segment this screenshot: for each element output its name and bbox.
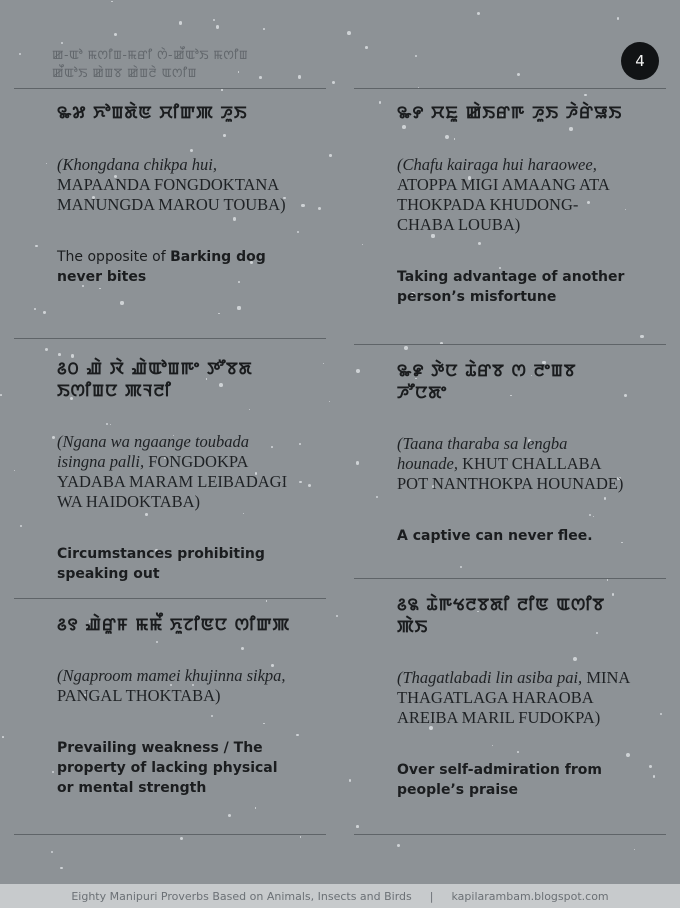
proverb-meaning-bold: Prevailing weakness / The property of lacking physical or mental strength (57, 740, 278, 796)
paper-speck (213, 19, 216, 22)
proverb-romanized-caps: PANGAL THOKTABA) (57, 686, 221, 705)
paper-speck (300, 836, 301, 837)
paper-speck (114, 33, 117, 36)
divider (354, 88, 666, 89)
paper-speck (376, 496, 378, 498)
paper-speck (640, 335, 644, 339)
paper-speck (180, 837, 183, 840)
proverb-meaning (397, 760, 632, 800)
paper-speck (356, 825, 359, 828)
proverb-romanized (57, 666, 297, 706)
header-script-line-1: ꯀ-ꯑꯣ ꯃꯁꯤꯡ-ꯃꯔꯤ ꯁꯥ-ꯀꯩꯑꯣꯏ ꯃꯁꯤꯡ (52, 47, 249, 62)
paper-speck (362, 244, 363, 245)
proverb-romanized-caps: ATOPPA MIGI AMAANG ATA THOKPADA KHUDONG-CHABA LOUBA) (397, 175, 609, 234)
paper-speck (19, 53, 21, 55)
paper-speck (0, 394, 2, 396)
proverb-romanized (57, 155, 297, 215)
paper-speck (237, 306, 240, 309)
page-number-badge: 4 (621, 42, 659, 80)
proverb-romanized-italic: (Ngana wa ngaange toubada isingna palli, (57, 432, 250, 471)
proverb-romanized-caps: MAPAANDA FONGDOKTANA MANUNGDA MAROU TOUBA) (57, 175, 286, 214)
header-script-line-2: ꯀꯩꯑꯣꯏ ꯀꯥꯡꯕ ꯀꯥꯡꯂꯥ ꯑꯁꯤꯡ (52, 65, 197, 80)
proverb-script: ꯴꯱ ꯉꯥꯔꯨꯝ ꯃꯃꯩ ꯈꯨꯖꯤꯟꯅ ꯁꯤꯛꯄ (57, 615, 291, 635)
proverb-romanized (397, 668, 632, 728)
proverb-meaning-bold: Barking dog never bites (57, 249, 266, 285)
divider (14, 338, 326, 339)
divider (354, 344, 666, 345)
paper-speck (34, 308, 36, 310)
proverb-entry (397, 102, 632, 307)
proverb-script: ꯴꯲ ꯊꯥꯒꯠꯂꯕꯗꯤ ꯂꯤꯟ ꯑꯁꯤꯕ ꯄꯥꯏ (397, 595, 605, 637)
divider (354, 834, 666, 835)
paper-speck (349, 779, 351, 781)
proverb-meaning-plain: The opposite of (57, 249, 171, 265)
paper-speck (607, 579, 608, 580)
paper-speck (649, 765, 652, 768)
proverb-romanized-italic: (Chafu kairaga hui haraowee, (397, 155, 597, 174)
page-footer (0, 884, 680, 908)
paper-speck (336, 615, 338, 617)
paper-speck (332, 81, 335, 84)
proverb-meaning (57, 738, 297, 798)
paper-speck (356, 369, 360, 373)
paper-speck (60, 867, 62, 869)
proverb-romanized (397, 155, 632, 235)
proverb-meaning-bold: A captive can never flee. (397, 528, 593, 544)
paper-speck (58, 353, 61, 356)
paper-speck (35, 245, 37, 247)
proverb-entry (57, 614, 297, 798)
proverb-meaning-bold: Taking advantage of another person’s misfortune (397, 269, 625, 305)
paper-speck (308, 484, 311, 487)
proverb-romanized-caps: MINA THAGATLAGA HARAOBA AREIBA MARIL FUDOKPA) (397, 668, 630, 727)
proverb-script: ꯳꯷ ꯈꯣꯡꯗꯥꯟ ꯆꯤꯛꯄ ꯍꯨꯏ (57, 103, 248, 123)
paper-speck (221, 89, 222, 90)
paper-speck (43, 311, 45, 313)
paper-speck (263, 28, 265, 30)
paper-speck (329, 154, 332, 157)
paper-speck (299, 481, 301, 483)
proverb-romanized-italic: (Thagatlabadi lin asiba pai, (397, 668, 583, 687)
proverb-meaning (397, 526, 632, 546)
paper-speck (653, 775, 655, 777)
footer-title: Eighty Manipuri Proverbs Based on Animals, Insects and Birds (71, 889, 412, 903)
paper-speck (323, 363, 324, 364)
paper-speck (99, 288, 100, 289)
divider (14, 598, 326, 599)
proverb-romanized-caps: FONGDOKPA YADABA MARAM LEIBADAGI WA HAIDOKTABA) (57, 452, 288, 511)
divider (14, 88, 326, 89)
paper-speck (329, 401, 330, 402)
paper-speck (584, 94, 586, 96)
proverb-romanized (397, 434, 632, 494)
paper-speck (20, 525, 22, 527)
proverb-romanized-italic: (Ngaproom mamei khujinna sikpa, (57, 666, 286, 685)
proverb-romanized-italic: (Taana tharaba sa lengba hounade, (397, 434, 568, 473)
paper-speck (61, 42, 63, 44)
paper-speck (301, 204, 305, 208)
footer-separator: | (429, 889, 434, 903)
header-script-title (52, 46, 302, 82)
paper-speck (477, 12, 480, 15)
paper-speck (266, 600, 268, 602)
paper-speck (45, 348, 48, 351)
proverb-entry (397, 360, 632, 546)
paper-speck (660, 713, 662, 715)
paper-speck (216, 25, 219, 28)
paper-speck (218, 313, 219, 314)
paper-speck (634, 849, 635, 850)
paper-speck (415, 55, 417, 57)
proverb-romanized-italic: (Khongdana chikpa hui, (57, 155, 217, 174)
paper-speck (404, 346, 408, 350)
paper-speck (228, 814, 231, 817)
paper-speck (255, 807, 256, 808)
paper-speck (318, 207, 322, 211)
proverb-meaning-bold: Over self-admiration from people’s praise (397, 762, 602, 798)
paper-speck (347, 31, 351, 35)
footer-site-link[interactable]: kapilarambam.blogspot.com (451, 889, 609, 903)
proverb-meaning (57, 247, 297, 287)
proverb-entry (397, 594, 632, 800)
paper-speck (397, 844, 400, 847)
paper-speck (52, 771, 54, 773)
paper-speck (617, 17, 620, 20)
proverb-meaning (397, 267, 632, 307)
paper-speck (2, 736, 4, 738)
paper-speck (46, 163, 47, 164)
proverb-script: ꯳꯸ ꯆꯐꯨ ꯀꯥꯏꯔꯒ ꯍꯨꯏ ꯍꯥꯔꯥꯎꯏ (397, 103, 623, 123)
proverb-script: ꯴꯰ ꯉꯥ ꯋꯥ ꯉꯥꯑꯣꯡꯒꯦ ꯇꯧꯕꯗ ꯏꯁꯤꯡꯅ ꯄꯜꯂꯤ (57, 359, 253, 401)
divider (354, 578, 666, 579)
paper-speck (179, 21, 183, 25)
paper-speck (356, 461, 359, 464)
paper-speck (365, 46, 368, 49)
paper-speck (52, 436, 55, 439)
proverb-script: ꯳꯹ ꯇꯥꯅ ꯊꯥꯔꯕ ꯁ ꯂꯦꯡꯕ ꯍꯧꯅꯗꯦ (397, 361, 577, 403)
proverb-romanized (57, 432, 297, 512)
proverb-meaning-bold: Circumstances prohibiting speaking out (57, 546, 265, 582)
proverb-meaning (57, 544, 297, 584)
proverb-entry (57, 102, 297, 287)
paper-speck (14, 470, 15, 471)
paper-speck (460, 566, 462, 568)
divider (14, 834, 326, 835)
paper-speck (51, 851, 53, 853)
paper-speck (379, 101, 381, 103)
paper-speck (299, 443, 301, 445)
paper-speck (120, 301, 123, 304)
paper-speck (111, 1, 112, 2)
proverb-romanized-caps: KHUT CHALLABA POT NANTHOKPA HOUNADE) (397, 454, 624, 493)
paper-speck (517, 73, 520, 76)
proverb-entry (57, 358, 297, 584)
